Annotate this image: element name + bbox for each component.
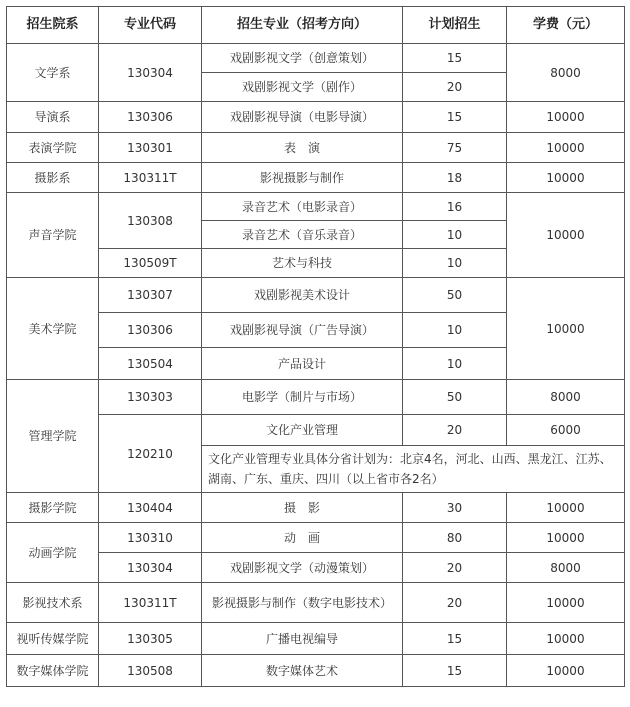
code-cell: 130306 xyxy=(99,102,202,133)
major-cell: 戏剧影视导演（广告导演） xyxy=(202,313,403,348)
code-cell: 130509T xyxy=(99,249,202,278)
plan-cell: 20 xyxy=(403,415,507,446)
fee-cell: 10000 xyxy=(507,523,625,553)
plan-cell: 80 xyxy=(403,523,507,553)
fee-cell: 10000 xyxy=(507,623,625,655)
table-row xyxy=(7,163,625,193)
code-cell: 130304 xyxy=(99,553,202,583)
dept-cell: 动画学院 xyxy=(7,523,99,583)
major-cell: 录音艺术（音乐录音） xyxy=(202,221,403,249)
major-cell: 文化产业管理 xyxy=(202,415,403,446)
dept-cell: 表演学院 xyxy=(7,133,99,163)
table-row xyxy=(7,278,625,313)
table-row xyxy=(7,102,625,133)
dept-cell: 管理学院 xyxy=(7,380,99,493)
plan-cell: 18 xyxy=(403,163,507,193)
plan-cell: 10 xyxy=(403,348,507,380)
header-dept: 招生院系 xyxy=(7,7,99,44)
plan-cell: 20 xyxy=(403,553,507,583)
code-cell: 120210 xyxy=(99,415,202,493)
table-row xyxy=(7,583,625,623)
major-cell: 动 画 xyxy=(202,523,403,553)
code-cell: 130508 xyxy=(99,655,202,687)
plan-cell: 75 xyxy=(403,133,507,163)
fee-cell: 8000 xyxy=(507,380,625,415)
header-major: 招生专业（招考方向） xyxy=(202,7,403,44)
major-cell: 摄 影 xyxy=(202,493,403,523)
major-cell: 表 演 xyxy=(202,133,403,163)
major-cell: 影视摄影与制作（数字电影技术） xyxy=(202,583,403,623)
fee-cell: 10000 xyxy=(507,655,625,687)
fee-cell: 10000 xyxy=(507,102,625,133)
table-row xyxy=(7,415,625,446)
header-fee: 学费（元） xyxy=(507,7,625,44)
dept-cell: 视听传媒学院 xyxy=(7,623,99,655)
fee-cell: 10000 xyxy=(507,278,625,380)
plan-cell: 20 xyxy=(403,73,507,102)
plan-cell: 30 xyxy=(403,493,507,523)
fee-cell: 8000 xyxy=(507,44,625,102)
major-cell: 电影学（制片与市场） xyxy=(202,380,403,415)
major-cell: 戏剧影视文学（创意策划） xyxy=(202,44,403,73)
fee-cell: 10000 xyxy=(507,163,625,193)
code-cell: 130307 xyxy=(99,278,202,313)
fee-cell: 8000 xyxy=(507,553,625,583)
dept-cell: 声音学院 xyxy=(7,193,99,278)
dept-cell: 摄影学院 xyxy=(7,493,99,523)
code-cell: 130303 xyxy=(99,380,202,415)
plan-cell: 15 xyxy=(403,44,507,73)
fee-cell: 10000 xyxy=(507,133,625,163)
admissions-table xyxy=(6,6,625,687)
table-row xyxy=(7,44,625,73)
table-row xyxy=(7,523,625,553)
major-cell: 戏剧影视美术设计 xyxy=(202,278,403,313)
major-cell: 录音艺术（电影录音） xyxy=(202,193,403,221)
major-cell: 数字媒体艺术 xyxy=(202,655,403,687)
major-cell: 产品设计 xyxy=(202,348,403,380)
dept-cell: 导演系 xyxy=(7,102,99,133)
code-cell: 130311T xyxy=(99,583,202,623)
major-cell: 戏剧影视文学（剧作） xyxy=(202,73,403,102)
plan-cell: 10 xyxy=(403,221,507,249)
major-cell: 影视摄影与制作 xyxy=(202,163,403,193)
plan-cell: 15 xyxy=(403,655,507,687)
header-code: 专业代码 xyxy=(99,7,202,44)
plan-cell: 15 xyxy=(403,623,507,655)
note-cell: 文化产业管理专业具体分省计划为：北京4名，河北、山西、黑龙江、江苏、湖南、广东、重庆、四川（以上省市各2名） xyxy=(202,446,625,493)
fee-cell: 6000 xyxy=(507,415,625,446)
fee-cell: 10000 xyxy=(507,493,625,523)
plan-cell: 10 xyxy=(403,313,507,348)
major-cell: 广播电视编导 xyxy=(202,623,403,655)
dept-cell: 文学系 xyxy=(7,44,99,102)
code-cell: 130311T xyxy=(99,163,202,193)
code-cell: 130304 xyxy=(99,44,202,102)
code-cell: 130305 xyxy=(99,623,202,655)
table-row xyxy=(7,655,625,687)
plan-cell: 15 xyxy=(403,102,507,133)
table-row xyxy=(7,623,625,655)
fee-cell: 10000 xyxy=(507,583,625,623)
plan-cell: 50 xyxy=(403,380,507,415)
major-cell: 艺术与科技 xyxy=(202,249,403,278)
plan-cell: 10 xyxy=(403,249,507,278)
dept-cell: 摄影系 xyxy=(7,163,99,193)
table-row xyxy=(7,493,625,523)
table-row xyxy=(7,380,625,415)
plan-cell: 16 xyxy=(403,193,507,221)
code-cell: 130306 xyxy=(99,313,202,348)
fee-cell: 10000 xyxy=(507,193,625,278)
table-row xyxy=(7,553,625,583)
code-cell: 130301 xyxy=(99,133,202,163)
dept-cell: 影视技术系 xyxy=(7,583,99,623)
plan-cell: 50 xyxy=(403,278,507,313)
table-row xyxy=(7,193,625,221)
dept-cell: 数字媒体学院 xyxy=(7,655,99,687)
code-cell: 130504 xyxy=(99,348,202,380)
major-cell: 戏剧影视文学（动漫策划） xyxy=(202,553,403,583)
code-cell: 130308 xyxy=(99,193,202,249)
plan-cell: 20 xyxy=(403,583,507,623)
header-plan: 计划招生 xyxy=(403,7,507,44)
code-cell: 130310 xyxy=(99,523,202,553)
table-header-row xyxy=(7,7,625,44)
major-cell: 戏剧影视导演（电影导演） xyxy=(202,102,403,133)
dept-cell: 美术学院 xyxy=(7,278,99,380)
table-row xyxy=(7,133,625,163)
code-cell: 130404 xyxy=(99,493,202,523)
